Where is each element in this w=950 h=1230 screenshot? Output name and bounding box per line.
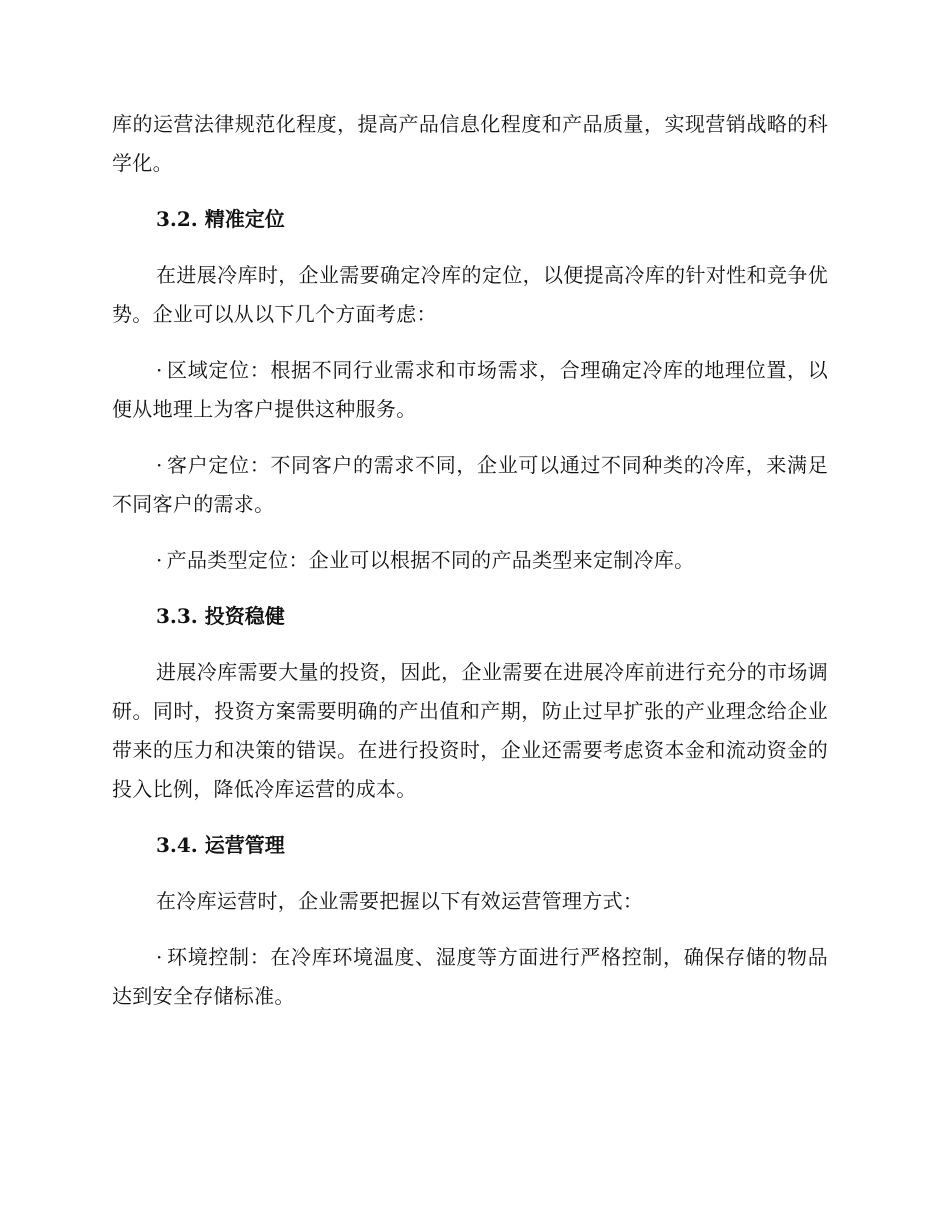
bullet-dot-icon: · xyxy=(156,453,163,477)
section-heading-3-3: 3.3. 投资稳健 xyxy=(156,604,285,628)
bullet-dot-icon: · xyxy=(156,358,163,382)
paragraph: 进展冷库需要大量的投资，因此，企业需要在进展冷库前进行充分的市场调研。同时，投资方案需要明确的产出值和产期，防止过早扩张的产业理念给企业带来的压力和决策的错误。在进行投资时，企业还需要考虑资本金和流动资金的投入比例，降低冷库运营的成本。 xyxy=(112,660,828,801)
bullet-item-product: · 产品类型定位：企业可以根据不同的产品类型来定制冷库。 xyxy=(156,548,695,572)
intro-paragraph: 库的运营法律规范化程度，提高产品信息化程度和产品质量，实现营销战略的科学化。 xyxy=(112,112,828,175)
document-body xyxy=(112,105,828,1016)
bullet-item-customer: · 客户定位：不同客户的需求不同，企业可以通过不同种类的冷库，来满足不同客户的需求。 xyxy=(112,453,828,516)
bullet-dot-icon: · xyxy=(156,945,163,969)
bullet-dot-icon: · xyxy=(156,548,163,572)
bullet-item-region: · 区域定位：根据不同行业需求和市场需求，合理确定冷库的地理位置，以便从地理上为客户提供这种服务。 xyxy=(112,358,828,421)
paragraph: 在冷库运营时，企业需要把握以下有效运营管理方式： xyxy=(156,889,644,913)
paragraph: 在进展冷库时，企业需要确定冷库的定位，以便提高冷库的针对性和竞争优势。企业可以从以下几个方面考虑： xyxy=(112,263,828,326)
section-heading-3-4: 3.4. 运营管理 xyxy=(156,833,285,857)
section-heading-3-2: 3.2. 精准定位 xyxy=(156,207,285,231)
bullet-item-environment: · 环境控制：在冷库环境温度、湿度等方面进行严格控制，确保存储的物品达到安全存储标准。 xyxy=(112,945,828,1008)
